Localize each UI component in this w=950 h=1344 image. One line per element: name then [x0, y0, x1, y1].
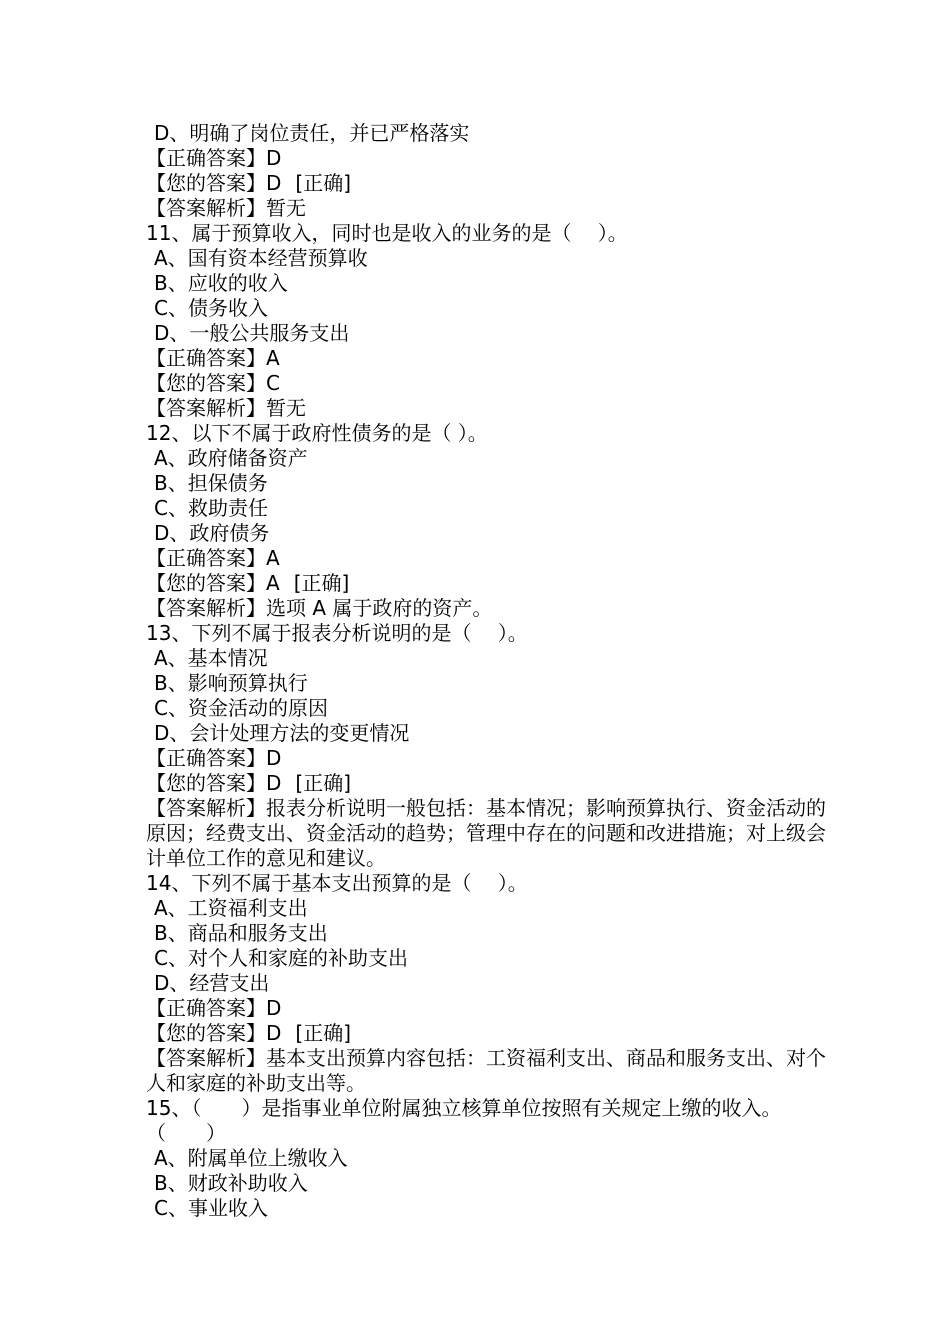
option-line	[146, 946, 826, 971]
answer-line	[146, 171, 826, 196]
line-text: C、资金活动的原因	[154, 696, 328, 720]
answer-line	[146, 346, 826, 371]
document-body	[146, 121, 826, 1221]
line-text: D、一般公共服务支出	[154, 321, 350, 345]
line-text: D、会计处理方法的变更情况	[154, 721, 410, 745]
option-line	[146, 921, 826, 946]
answer-line	[146, 196, 826, 221]
line-text: C、事业收入	[154, 1196, 268, 1220]
line-text: 【正确答案】A	[146, 346, 280, 370]
option-line	[146, 446, 826, 471]
answer-line	[146, 771, 826, 796]
line-text: 【答案解析】暂无	[146, 396, 306, 420]
line-text: 【您的答案】D	[146, 771, 282, 795]
line-text: 【您的答案】D	[146, 1021, 282, 1045]
question-line	[146, 871, 826, 896]
option-line	[146, 696, 826, 721]
option-line	[146, 321, 826, 346]
line-text: 【正确答案】D	[146, 996, 282, 1020]
option-line	[146, 721, 826, 746]
line-text: 【答案解析】暂无	[146, 196, 306, 220]
option-line	[146, 496, 826, 521]
answer-status: [正确]	[295, 1021, 352, 1045]
line-text: 13、下列不属于报表分析说明的是（ ）。	[146, 621, 528, 645]
paragraph-line	[146, 1096, 826, 1146]
line-text: B、应收的收入	[154, 271, 288, 295]
answer-line	[146, 571, 826, 596]
line-text: B、影响预算执行	[154, 671, 308, 695]
answer-line	[146, 371, 826, 396]
line-text: D、经营支出	[154, 971, 270, 995]
line-text: C、救助责任	[154, 496, 268, 520]
line-text: 【答案解析】基本支出预算内容包括：工资福利支出、商品和服务支出、对个人和家庭的补助支出等。	[146, 1046, 826, 1095]
option-line	[146, 896, 826, 921]
line-text: 12、以下不属于政府性债务的是（ ）。	[146, 421, 488, 445]
answer-line	[146, 746, 826, 771]
line-text: C、对个人和家庭的补助支出	[154, 946, 408, 970]
answer-line	[146, 996, 826, 1021]
paragraph-line	[146, 796, 826, 871]
line-text: A、基本情况	[154, 646, 268, 670]
paragraph-line	[146, 1046, 826, 1096]
line-text: 【答案解析】选项 A 属于政府的资产。	[146, 596, 493, 620]
option-line	[146, 1196, 826, 1221]
answer-line	[146, 546, 826, 571]
option-line	[146, 671, 826, 696]
option-line	[146, 1171, 826, 1196]
option-line	[146, 121, 826, 146]
answer-line	[146, 146, 826, 171]
answer-status: [正确]	[295, 771, 352, 795]
option-line	[146, 246, 826, 271]
line-text: B、担保债务	[154, 471, 268, 495]
option-line	[146, 971, 826, 996]
line-text: 【您的答案】D	[146, 171, 282, 195]
line-text: 【正确答案】D	[146, 146, 282, 170]
line-text: C、债务收入	[154, 296, 268, 320]
question-line	[146, 621, 826, 646]
answer-line	[146, 1021, 826, 1046]
answer-line	[146, 596, 826, 621]
line-text: 【正确答案】A	[146, 546, 280, 570]
line-text: 11、属于预算收入，同时也是收入的业务的是（ ）。	[146, 221, 628, 245]
line-text: 14、下列不属于基本支出预算的是（ ）。	[146, 871, 528, 895]
line-text: A、工资福利支出	[154, 896, 308, 920]
line-text: 【正确答案】D	[146, 746, 282, 770]
line-text: 15、（ ）是指事业单位附属独立核算单位按照有关规定上缴的收入。（ ）	[146, 1096, 782, 1145]
line-text: A、附属单位上缴收入	[154, 1146, 348, 1170]
line-text: A、国有资本经营预算收	[154, 246, 368, 270]
line-text: 【答案解析】报表分析说明一般包括：基本情况；影响预算执行、资金活动的原因；经费支出、资金活动的趋势；管理中存在的问题和改进措施；对上级会计单位工作的意见和建议。	[146, 796, 826, 870]
option-line	[146, 296, 826, 321]
question-line	[146, 421, 826, 446]
line-text: B、财政补助收入	[154, 1171, 308, 1195]
line-text: 【您的答案】A	[146, 571, 280, 595]
option-line	[146, 646, 826, 671]
line-text: D、明确了岗位责任，并已严格落实	[154, 121, 470, 145]
line-text: A、政府储备资产	[154, 446, 308, 470]
line-text: B、商品和服务支出	[154, 921, 328, 945]
option-line	[146, 521, 826, 546]
option-line	[146, 1146, 826, 1171]
answer-status: [正确]	[295, 171, 352, 195]
answer-line	[146, 396, 826, 421]
line-text: D、政府债务	[154, 521, 270, 545]
line-text: 【您的答案】C	[146, 371, 280, 395]
option-line	[146, 271, 826, 296]
option-line	[146, 471, 826, 496]
answer-status: [正确]	[293, 571, 350, 595]
question-line	[146, 221, 826, 246]
